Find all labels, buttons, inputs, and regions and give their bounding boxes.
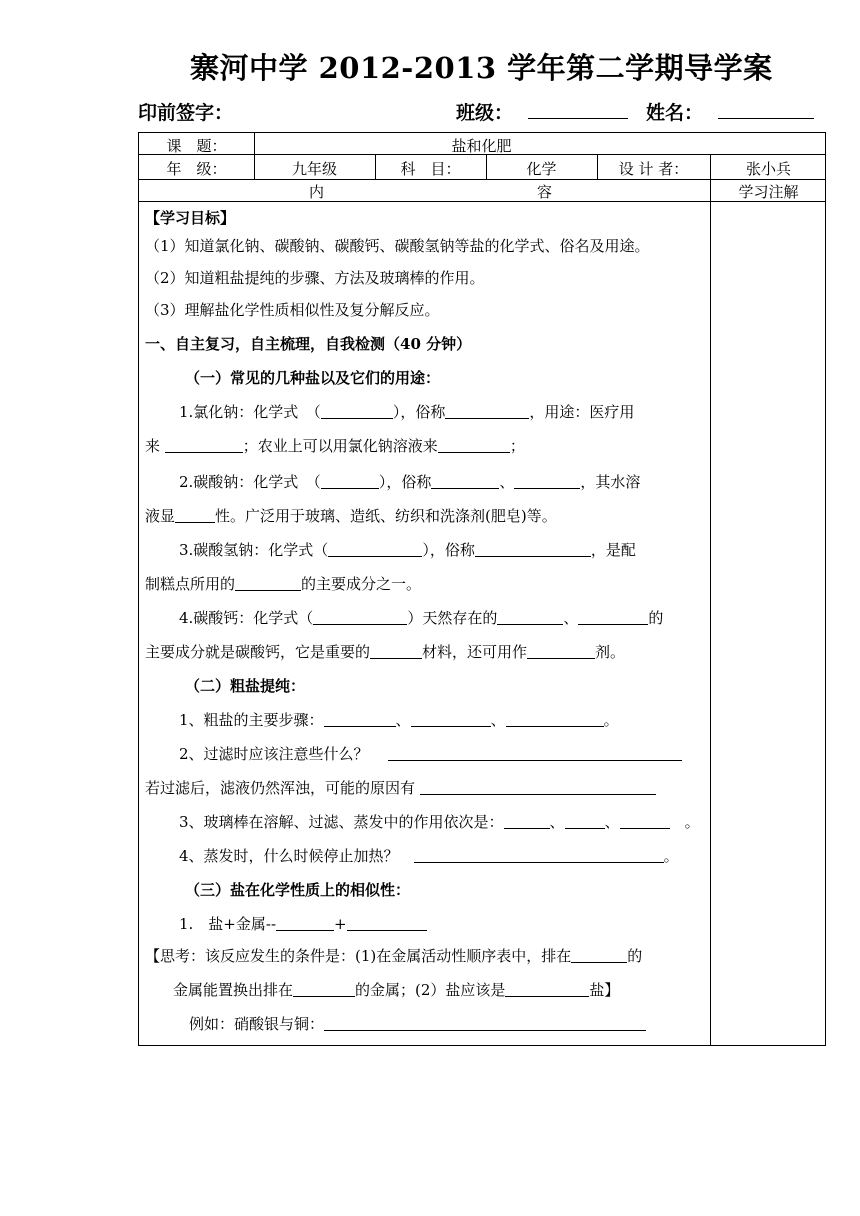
topic-label: 课 题： [166, 137, 227, 155]
na2co3-name-blank-1[interactable] [431, 473, 499, 489]
step-blank-1[interactable] [324, 711, 396, 727]
turbid-reason-blank[interactable] [420, 779, 656, 795]
reaction-1: 1. 盐+金属-- + [179, 913, 427, 934]
signature-label: 印前签字： [138, 102, 234, 124]
section-1-heading: 一、自主复习，自主梳理，自我检测（40 分钟） [145, 335, 472, 353]
think-blank-1[interactable] [571, 947, 627, 963]
nahco3-line-1: 3.碳酸氢钠：化学式（ ），俗称 ，是配 [179, 541, 636, 559]
notes-header: 学习注解 [738, 183, 799, 201]
subsection-3-heading: （三）盐在化学性质上的相似性： [185, 881, 411, 899]
purify-step-1: 1、粗盐的主要步骤： 、 、 。 [179, 711, 619, 729]
na2co3-name-blank-2[interactable] [514, 473, 580, 489]
goal-2: （2）知道粗盐提纯的步骤、方法及玻璃棒的作用。 [145, 269, 485, 287]
example-line: 例如：硝酸银与铜： [189, 1013, 646, 1034]
name-label: 姓名： [646, 102, 704, 124]
nacl-line-2: 来 ；农业上可以用氯化钠溶液来 ； [145, 437, 525, 455]
nahco3-name-blank[interactable] [475, 541, 591, 557]
caco3-natural-blank-1[interactable] [497, 609, 563, 625]
class-label: 班级： [456, 102, 514, 124]
caco3-line-1: 4.碳酸钙：化学式（ ）天然存在的 、 的 [179, 609, 664, 627]
nahco3-formula-blank[interactable] [328, 541, 422, 557]
na2co3-formula-blank[interactable] [321, 473, 379, 489]
reaction-product-blank-1[interactable] [276, 915, 334, 931]
rod-role-blank-3[interactable] [620, 813, 670, 829]
goal-1: （1）知道氯化钠、碳酸钠、碳酸钙、碳酸氢钠等盐的化学式、俗名及用途。 [145, 237, 650, 255]
subject-label: 科 目： [400, 160, 461, 178]
subject-value: 化学 [526, 160, 557, 178]
grade-label: 年 级： [166, 160, 227, 178]
think-blank-3[interactable] [505, 981, 589, 997]
caco3-agent-blank[interactable] [527, 643, 595, 659]
nacl-medical-blank[interactable] [165, 437, 243, 453]
name-blank[interactable] [718, 98, 814, 119]
rod-role-blank-1[interactable] [504, 813, 550, 829]
designer-value: 张小兵 [745, 160, 791, 178]
think-blank-2[interactable] [293, 981, 355, 997]
nacl-formula-blank[interactable] [321, 403, 393, 419]
rod-role-blank-2[interactable] [565, 813, 605, 829]
step-blank-2[interactable] [411, 711, 491, 727]
goal-3: （3）理解盐化学性质相似性及复分解反应。 [145, 301, 440, 319]
think-line-1: 【思考：该反应发生的条件是：(1)在金属活动性顺序表中，排在 的 [145, 947, 643, 965]
class-blank[interactable] [528, 98, 628, 119]
purify-step-2b: 若过滤后，滤液仍然浑浊，可能的原因有 [145, 777, 656, 798]
page-title: 寨河中学 2012-2013 学年第二学期导学案 [190, 51, 773, 85]
nacl-line-1: 1.氯化钠：化学式 （ ），俗称 ，用途：医疗用 [179, 403, 635, 421]
purify-step-2: 2、过滤时应该注意些什么？ [179, 743, 682, 764]
stop-heating-blank[interactable] [414, 847, 664, 863]
caco3-line-2: 主要成分就是碳酸钙，它是重要的 材料，还可用作 剂。 [145, 643, 626, 661]
nacl-agri-blank[interactable] [438, 437, 510, 453]
na2co3-solution-blank[interactable] [175, 507, 215, 523]
step-blank-3[interactable] [506, 711, 604, 727]
caco3-material-blank[interactable] [370, 643, 422, 659]
na2co3-line-1: 2.碳酸钠：化学式 （ ），俗称 、 ，其水溶 [179, 473, 641, 491]
content-header-right: 容 [537, 183, 553, 201]
lesson-table [138, 132, 826, 1046]
reaction-product-blank-2[interactable] [347, 915, 427, 931]
designer-label: 设 计 者： [618, 160, 689, 178]
signature-row [138, 98, 828, 128]
caco3-natural-blank-2[interactable] [578, 609, 648, 625]
nahco3-line-2: 制糕点所用的 的主要成分之一。 [145, 575, 422, 593]
example-blank[interactable] [324, 1015, 646, 1031]
goals-heading: 【学习目标】 [145, 209, 236, 227]
purify-step-3: 3、玻璃棒在溶解、过滤、蒸发中的作用依次是： 、 、 。 [179, 813, 700, 831]
caco3-formula-blank[interactable] [313, 609, 407, 625]
subsection-2-heading: （二）粗盐提纯： [185, 677, 306, 695]
purify-step-4: 4、蒸发时，什么时候停止加热？ 。 [179, 847, 679, 865]
think-line-2: 金属能置换出排在 的金属；(2）盐应该是 盐】 [173, 981, 620, 999]
nacl-common-name-blank[interactable] [445, 403, 529, 419]
topic-value: 盐和化肥 [451, 137, 512, 155]
na2co3-line-2: 液显 性。广泛用于玻璃、造纸、纺织和洗涤剂(肥皂)等。 [145, 507, 557, 525]
subsection-1-heading: （一）常见的几种盐以及它们的用途： [185, 369, 441, 387]
grade-value: 九年级 [291, 160, 337, 178]
filter-notes-blank[interactable] [388, 745, 682, 761]
content-header-left: 内 [309, 183, 325, 201]
nahco3-use-blank[interactable] [235, 575, 301, 591]
